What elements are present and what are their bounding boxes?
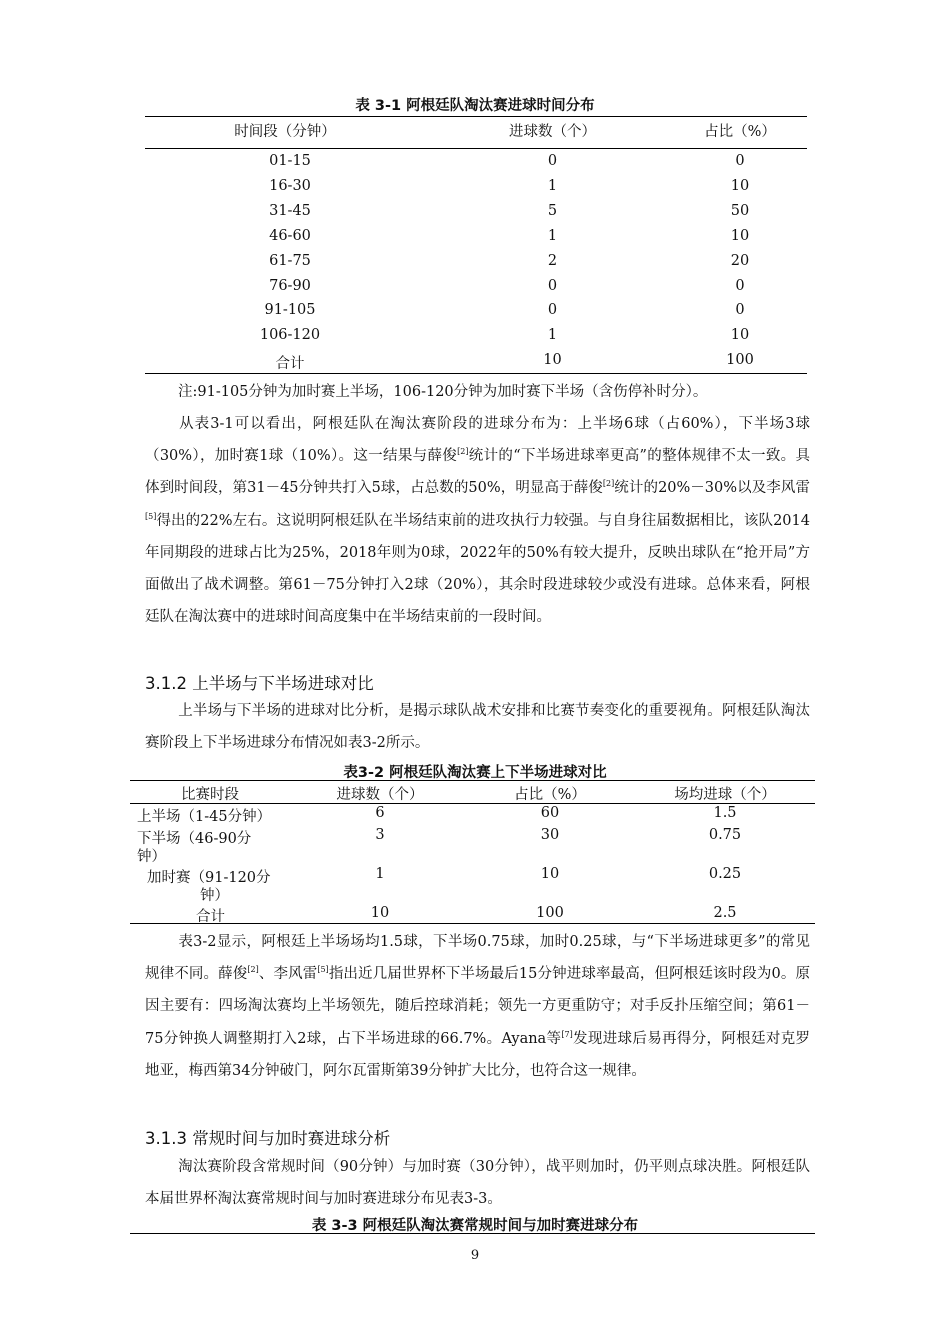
table2-header: 场均进球（个） bbox=[674, 787, 776, 803]
table-cell: 合计 bbox=[275, 356, 305, 373]
table-cell: 20 bbox=[730, 252, 750, 269]
table-cell: 0.25 bbox=[708, 866, 742, 882]
table-cell: 2.5 bbox=[713, 905, 737, 921]
table-cell: 5 bbox=[547, 202, 558, 219]
table1-bottom-rule bbox=[145, 373, 807, 374]
table1-caption: 表 3-1 阿根廷队淘汰赛进球时间分布 bbox=[355, 98, 595, 114]
table-cell: 31-45 bbox=[269, 202, 311, 219]
table-cell: 100 bbox=[536, 905, 564, 921]
table-cell: 钟） bbox=[137, 849, 166, 865]
table-cell: 91-105 bbox=[264, 302, 316, 319]
table2-caption: 表3-2 阿根廷队淘汰赛上下半场进球对比 bbox=[343, 765, 607, 781]
paragraph-1: 从表3-1可以看出，阿根廷队在淘汰赛阶段的进球分布为：上半场6球（占60%），下半场3球（30%），加时赛1球（10%）。这一结果与薛俊[2]统计的“下半场进球率更高”的整体规律不太一致。具体到时间段，第31－45分钟共打入5球，占总数的50%，明显高于薛俊[2]统计的20%－30%以及李风雷[5]得出的22%左右。这说明阿根廷队在半场结束前的进攻执行力较强。与自身往届数据相比，该队2014年同期段的进球占比为25%，2018年则为0球，2022年的50%有较大提升，反映出球队在“抢开局”方面做出了战术调整。第61－75分钟打入2球（20%），其余时段进球较少或没有进球。总体来看，阿根廷队在淘汰赛中的进球时间高度集中在半场结束前的一段时间。 bbox=[145, 416, 810, 626]
table-cell: 01-15 bbox=[269, 153, 311, 169]
citation: [7] bbox=[561, 1029, 573, 1039]
table-cell: 1 bbox=[547, 227, 558, 244]
table-cell: 100 bbox=[726, 352, 754, 369]
citation: [2] bbox=[247, 965, 259, 975]
table-cell: 30 bbox=[540, 827, 560, 843]
table-cell: 3 bbox=[375, 827, 385, 843]
table2-bottom-rule bbox=[130, 923, 815, 924]
table2-top-rule bbox=[130, 780, 815, 781]
table-cell: 2 bbox=[547, 252, 558, 269]
table2-header-rule bbox=[130, 803, 815, 804]
section-heading-3-1-3: 3.1.3 常规时间与加时赛进球分析 bbox=[145, 1129, 391, 1148]
table-cell: 下半场（46-90分 bbox=[137, 831, 252, 847]
table3-caption: 表 3-3 阿根廷队淘汰赛常规时间与加时赛进球分布 bbox=[311, 1218, 639, 1234]
table-cell: 1.5 bbox=[713, 805, 737, 821]
citation: [5] bbox=[317, 965, 329, 975]
table-cell: 0.75 bbox=[708, 827, 742, 843]
table2-header: 进球数（个） bbox=[336, 787, 424, 803]
citation: [2] bbox=[602, 479, 615, 489]
table-cell: 钟） bbox=[200, 888, 229, 904]
table-cell: 16-30 bbox=[269, 177, 311, 194]
section-heading-3-1-2: 3.1.2 上半场与下半场进球对比 bbox=[145, 674, 374, 693]
paragraph-2: 上半场与下半场的进球对比分析，是揭示球队战术安排和比赛节奏变化的重要视角。阿根廷队淘汰赛阶段上下半场进球分布情况如表3-2所示。 bbox=[145, 703, 810, 752]
paragraph-3: 表3-2显示，阿根廷上半场场均1.5球，下半场0.75球，加时0.25球，与“下半场进球更多”的常见规律不同。薛俊[2]、李风雷[5]指出近几届世界杯下半场最后15分钟进球率最高，但阿根廷该时段为0。原因主要有：四场淘汰赛均上半场领先，随后控球消耗；领先一方更重防守；对手反扑压缩空间；第61－75分钟换人调整期打入2球，占下半场进球的66.7%。Ayana等[7]发现进球后易再得分，阿根廷对克罗地亚，梅西第34分钟破门，阿尔瓦雷斯第39分钟扩大比分，也符合这一规律。 bbox=[145, 934, 810, 1079]
table-cell: 6 bbox=[375, 805, 385, 821]
table-cell: 0 bbox=[547, 277, 558, 294]
citation: [5] bbox=[145, 511, 157, 521]
table-cell: 76-90 bbox=[269, 277, 311, 294]
table-cell: 0 bbox=[735, 153, 745, 169]
table-cell: 加时赛（91-120分 bbox=[147, 870, 271, 886]
table-cell: 上半场（1-45分钟） bbox=[137, 809, 272, 825]
table-cell: 合计 bbox=[196, 909, 225, 925]
table-cell: 10 bbox=[730, 327, 750, 344]
table-cell: 10 bbox=[730, 227, 750, 244]
table1-header: 进球数（个） bbox=[509, 124, 596, 140]
table-cell: 60 bbox=[540, 805, 560, 821]
table-cell: 106-120 bbox=[259, 327, 321, 344]
table-cell: 10 bbox=[730, 177, 750, 194]
table-cell: 61-75 bbox=[269, 252, 311, 269]
table-cell: 1 bbox=[375, 866, 385, 882]
table1-header: 占比（%） bbox=[704, 124, 776, 140]
table-cell: 1 bbox=[547, 327, 558, 344]
table-cell: 0 bbox=[547, 153, 558, 169]
table-cell: 50 bbox=[730, 202, 750, 219]
table2-header: 占比（%） bbox=[514, 787, 586, 803]
table-cell: 1 bbox=[547, 177, 558, 194]
page-number: 9 bbox=[470, 1248, 480, 1263]
table1-top-rule bbox=[145, 116, 807, 117]
table-cell: 0 bbox=[735, 277, 745, 294]
table1-header: 时间段（分钟） bbox=[234, 124, 336, 140]
table3-top-rule bbox=[130, 1233, 815, 1234]
table-cell: 10 bbox=[543, 352, 562, 369]
table-cell: 46-60 bbox=[269, 227, 311, 244]
citation: [2] bbox=[457, 447, 469, 457]
table-cell: 10 bbox=[540, 866, 560, 882]
table1-note: 注:91-105分钟为加时赛上半场，106-120分钟为加时赛下半场（含伤停补时分）。 bbox=[178, 384, 708, 400]
table-cell: 0 bbox=[547, 302, 558, 319]
paragraph-4: 淘汰赛阶段含常规时间（90分钟）与加时赛（30分钟），战平则加时，仍平则点球决胜。阿根廷队本届世界杯淘汰赛常规时间与加时赛进球分布见表3-3。 bbox=[145, 1159, 810, 1208]
table-cell: 10 bbox=[370, 905, 390, 921]
table1-header-rule bbox=[145, 148, 807, 149]
table2-header: 比赛时段 bbox=[181, 787, 239, 803]
table-cell: 0 bbox=[735, 302, 745, 319]
